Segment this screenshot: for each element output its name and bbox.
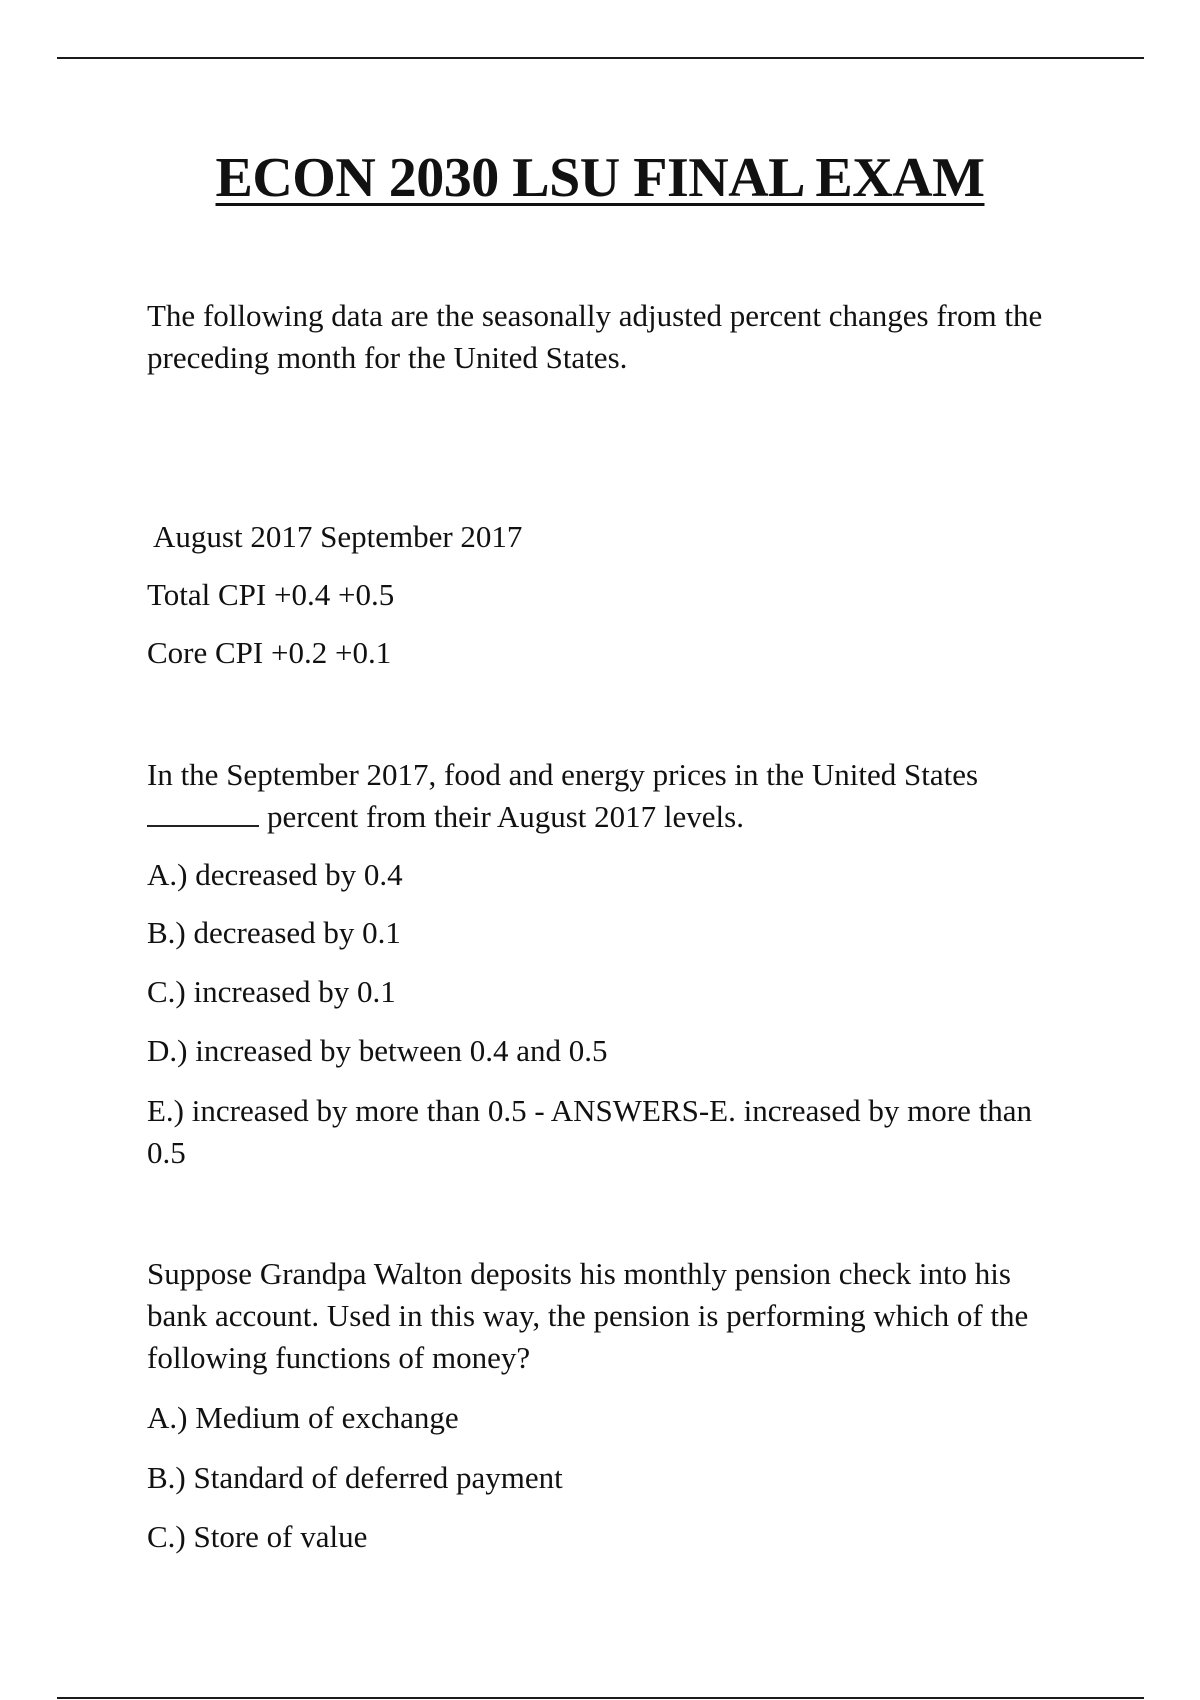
question-2-option-a: A.) Medium of exchange (147, 1400, 459, 1435)
question-1-option-e: E.) increased by more than 0.5 - ANSWERS-E. increased by more than 0.5 (147, 1093, 1032, 1170)
question-1-stem (147, 754, 1067, 838)
data-table-row-core-cpi: Core CPI +0.2 +0.1 (147, 635, 392, 670)
bottom-rule (57, 1697, 1144, 1699)
question-1-option-d: D.) increased by between 0.4 and 0.5 (147, 1033, 608, 1068)
top-rule (57, 57, 1144, 59)
question-1-option-b: B.) decreased by 0.1 (147, 915, 401, 950)
page-title-text: ECON 2030 LSU FINAL EXAM (215, 147, 985, 209)
data-table-row-total-cpi: Total CPI +0.4 +0.5 (147, 577, 395, 612)
data-table-header: August 2017 September 2017 (147, 519, 523, 554)
question-1-option-c: C.) increased by 0.1 (147, 974, 396, 1009)
answer-blank (147, 799, 259, 827)
question-1-option-a: A.) decreased by 0.4 (147, 857, 403, 892)
question-1-stem-line2: percent from their August 2017 levels. (267, 799, 744, 834)
question-2-stem: Suppose Grandpa Walton deposits his monthly pension check into his bank account. Used in this way, the pension is performing which of the following functions of money? (147, 1256, 1029, 1375)
page-title (0, 146, 1200, 210)
question-1-stem-line1: In the September 2017, food and energy prices in the United States (147, 757, 979, 792)
question-2-option-c: C.) Store of value (147, 1519, 368, 1554)
intro-paragraph: The following data are the seasonally adjusted percent changes from the preceding month for the United States. (147, 298, 1043, 375)
question-2-option-b: B.) Standard of deferred payment (147, 1460, 563, 1495)
